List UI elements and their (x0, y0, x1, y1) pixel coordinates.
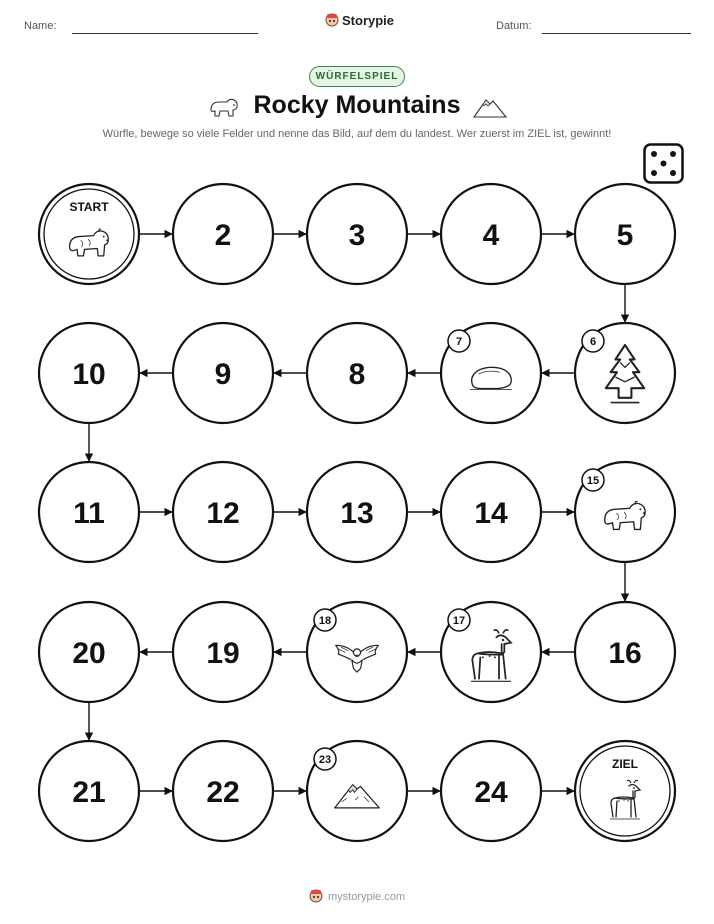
board-space[interactable] (441, 602, 541, 702)
space-number: 8 (348, 358, 366, 391)
space-number: 7 (455, 336, 463, 348)
board-space[interactable] (39, 602, 139, 702)
date-label: Datum: (496, 20, 532, 32)
board-space[interactable] (441, 323, 541, 423)
space-number: 4 (482, 219, 500, 252)
name-label: Name: (24, 20, 57, 32)
space-number: 17 (452, 615, 466, 627)
board-space[interactable] (307, 741, 407, 841)
board-space[interactable] (173, 602, 273, 702)
space-number: 24 (474, 776, 508, 809)
goal-space[interactable] (575, 741, 675, 841)
space-number: 21 (72, 776, 106, 809)
space-number: 2 (214, 219, 232, 252)
space-number: 5 (616, 219, 634, 252)
space-number: 23 (318, 754, 332, 766)
board-space[interactable] (39, 323, 139, 423)
board-space[interactable] (307, 462, 407, 562)
space-number: 9 (214, 358, 232, 391)
space-number: 22 (206, 776, 240, 809)
space-number: 12 (206, 497, 240, 530)
space-number: 18 (318, 615, 332, 627)
space-number: 3 (348, 219, 366, 252)
instructions: Würfle, bewege so viele Felder und nenne das Bild, auf dem du landest. Wer zuerst im ZIEL ist, gewinnt! (102, 128, 612, 140)
board-space[interactable] (441, 184, 541, 284)
space-number: 19 (206, 637, 240, 670)
goal-label: ZIEL (612, 757, 638, 771)
board-space[interactable] (173, 462, 273, 562)
brand-name: Storypie (342, 13, 395, 28)
board-space[interactable] (307, 323, 407, 423)
footer-url: mystorypie.com (327, 890, 406, 903)
space-number: 10 (72, 358, 106, 391)
board-space[interactable] (307, 602, 407, 702)
footer (0, 889, 714, 904)
board-space[interactable] (307, 184, 407, 284)
board-space[interactable] (575, 602, 675, 702)
space-number: 14 (474, 497, 508, 530)
space-number: 6 (589, 336, 597, 348)
board-space[interactable] (173, 323, 273, 423)
board-space[interactable] (441, 741, 541, 841)
board-space[interactable] (173, 741, 273, 841)
storypie-mascot-icon (309, 889, 323, 904)
title-text: Rocky Mountains (253, 91, 461, 119)
space-number: 13 (340, 497, 374, 530)
board-space[interactable] (575, 323, 675, 423)
board-space[interactable] (441, 462, 541, 562)
board-space[interactable] (575, 462, 675, 562)
space-number: 15 (586, 475, 600, 487)
board-space[interactable] (39, 462, 139, 562)
board-space[interactable] (173, 184, 273, 284)
board-space[interactable] (39, 741, 139, 841)
start-space[interactable] (39, 184, 139, 284)
space-number: 16 (608, 637, 642, 670)
space-number: 11 (73, 497, 105, 530)
game-type-badge: WÜRFELSPIEL (309, 66, 405, 87)
space-number: 20 (72, 637, 106, 670)
board-space[interactable] (575, 184, 675, 284)
start-label: START (69, 200, 109, 214)
